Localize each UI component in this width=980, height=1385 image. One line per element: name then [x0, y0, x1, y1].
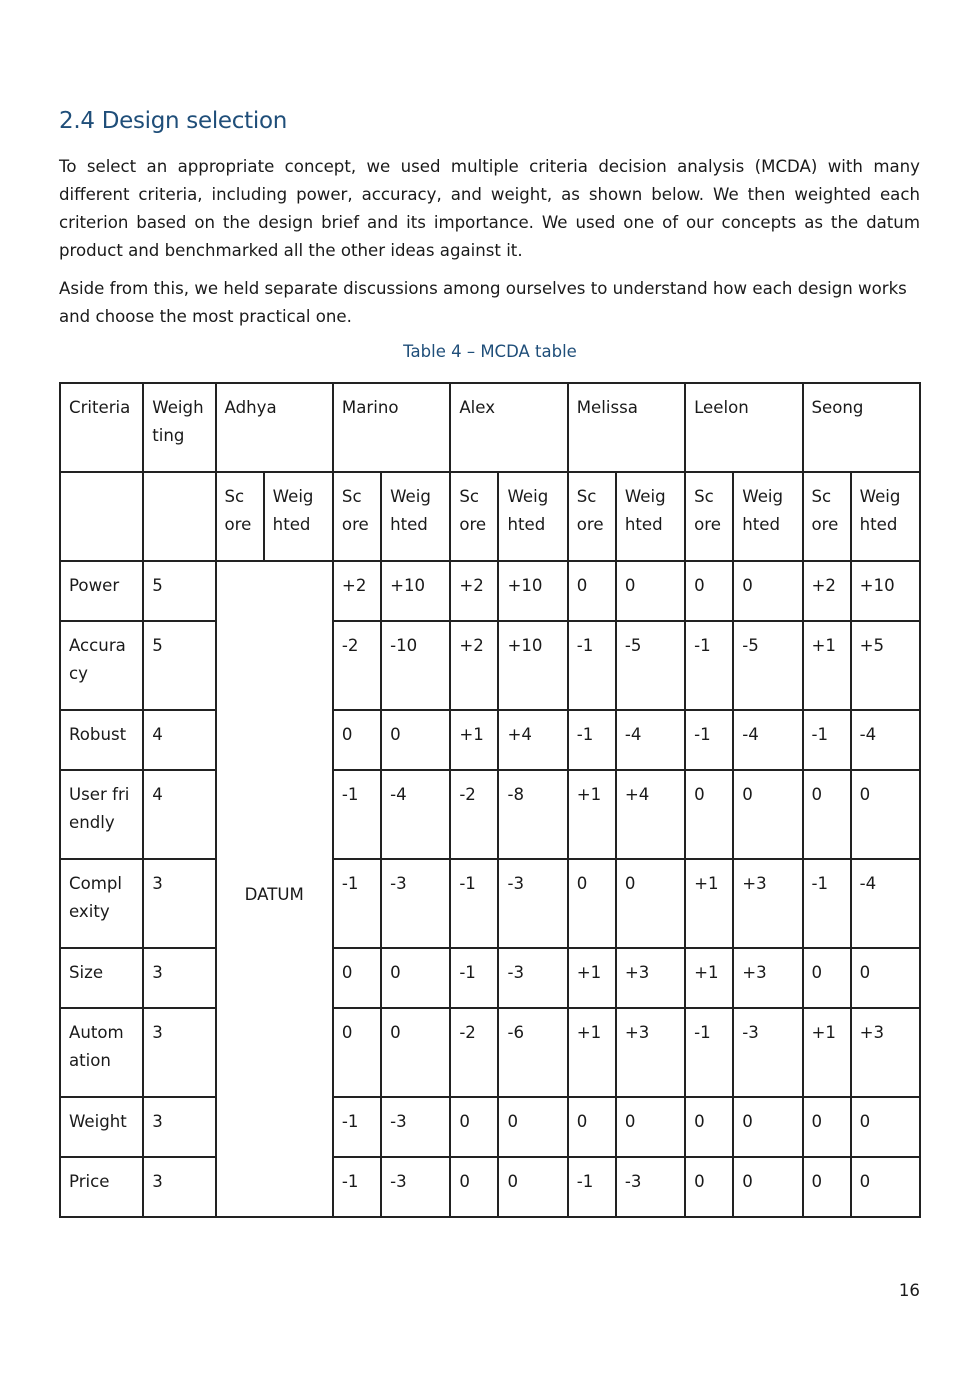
score-cell: -1 — [450, 859, 498, 948]
weighted-cell: -5 — [733, 621, 802, 710]
score-cell: 0 — [568, 1097, 616, 1157]
paragraph-mcda-intro: To select an appropriate concept, we used multiple criteria decision analysis (MCDA) with many different criteria, including power, accuracy, and weight, as shown below. We then weighted each criterion based on the design brief and its importance. We used one of our concepts as the datum product and benchmarked all the other ideas against it. — [59, 157, 920, 260]
score-cell: -1 — [450, 948, 498, 1008]
subheader-score: Sc ore — [450, 472, 498, 561]
table-header-row — [60, 383, 920, 472]
score-cell: -2 — [333, 621, 381, 710]
subheader-score: Sc ore — [803, 472, 851, 561]
weighted-cell: 0 — [733, 770, 802, 859]
subheader-empty — [60, 472, 143, 561]
weighted-cell: 0 — [498, 1097, 567, 1157]
datum-cell — [216, 561, 333, 1217]
weighted-cell: +3 — [733, 948, 802, 1008]
subheader-weighted: Weig hted — [381, 472, 450, 561]
weighted-cell: 0 — [851, 1097, 920, 1157]
score-cell: 0 — [685, 1157, 733, 1217]
weighting-cell: 4 — [143, 770, 215, 859]
score-cell: 0 — [803, 948, 851, 1008]
table-caption: Table 4 – MCDA table — [403, 342, 577, 361]
score-cell: +2 — [450, 561, 498, 621]
weighted-cell: +5 — [851, 621, 920, 710]
score-cell: 0 — [685, 561, 733, 621]
score-cell: +1 — [450, 710, 498, 770]
weighted-cell: 0 — [851, 1157, 920, 1217]
score-cell: 0 — [333, 710, 381, 770]
weighted-cell: -3 — [381, 1097, 450, 1157]
weighting-cell: 5 — [143, 621, 215, 710]
table-row — [60, 1097, 920, 1157]
score-cell: -1 — [333, 859, 381, 948]
criterion-cell: Compl exity — [60, 859, 143, 948]
score-cell: +1 — [685, 859, 733, 948]
weighted-cell: -10 — [381, 621, 450, 710]
table-row — [60, 621, 920, 710]
subheader-score: Sc ore — [568, 472, 616, 561]
score-cell: -2 — [450, 1008, 498, 1097]
weighted-cell: 0 — [381, 1008, 450, 1097]
weighted-cell: +3 — [616, 1008, 685, 1097]
score-cell: -2 — [450, 770, 498, 859]
weighted-cell: +4 — [498, 710, 567, 770]
score-cell: +1 — [568, 770, 616, 859]
weighted-cell: 0 — [381, 948, 450, 1008]
header-criteria: Criteria — [60, 383, 143, 472]
subheader-weighted: Weig hted — [498, 472, 567, 561]
header-concept: Leelon — [685, 383, 802, 472]
weighted-cell: -3 — [616, 1157, 685, 1217]
score-cell: 0 — [333, 948, 381, 1008]
weighted-cell: -4 — [733, 710, 802, 770]
weighted-cell: -4 — [851, 710, 920, 770]
weighted-cell: 0 — [851, 948, 920, 1008]
weighted-cell: 0 — [498, 1157, 567, 1217]
header-weighting: Weigh ting — [143, 383, 215, 472]
header-concept: Marino — [333, 383, 450, 472]
weighted-cell: 0 — [616, 859, 685, 948]
header-concept: Seong — [803, 383, 921, 472]
score-cell: -1 — [568, 710, 616, 770]
weighted-cell: -4 — [616, 710, 685, 770]
table-row — [60, 770, 920, 859]
header-concept: Melissa — [568, 383, 685, 472]
criterion-cell: Robust — [60, 710, 143, 770]
weighted-cell: 0 — [616, 1097, 685, 1157]
score-cell: -1 — [803, 859, 851, 948]
paragraph-discussions: Aside from this, we held separate discussions among ourselves to understand how each design works and choose the most practical one. — [59, 279, 907, 326]
score-cell: 0 — [450, 1097, 498, 1157]
criterion-cell: User friendly — [60, 770, 143, 859]
weighting-cell: 4 — [143, 710, 215, 770]
table-row — [60, 710, 920, 770]
weighted-cell: 0 — [616, 561, 685, 621]
weighted-cell: -3 — [733, 1008, 802, 1097]
score-cell: -1 — [685, 710, 733, 770]
weighting-cell: 5 — [143, 561, 215, 621]
score-cell: 0 — [333, 1008, 381, 1097]
score-cell: 0 — [803, 1157, 851, 1217]
subheader-weighted: Weig hted — [733, 472, 802, 561]
weighted-cell: -6 — [498, 1008, 567, 1097]
weighting-cell: 3 — [143, 859, 215, 948]
weighted-cell: +3 — [616, 948, 685, 1008]
subheader-score: Sc ore — [333, 472, 381, 561]
weighted-cell: -8 — [498, 770, 567, 859]
subheader-empty — [143, 472, 215, 561]
mcda-table — [59, 382, 921, 1218]
score-cell: +1 — [568, 1008, 616, 1097]
subheader-weighted: Weig hted — [616, 472, 685, 561]
weighted-cell: 0 — [733, 1157, 802, 1217]
weighted-cell: -4 — [851, 859, 920, 948]
criterion-cell: Size — [60, 948, 143, 1008]
weighting-cell: 3 — [143, 948, 215, 1008]
criterion-cell: Power — [60, 561, 143, 621]
score-cell: 0 — [450, 1157, 498, 1217]
score-cell: 0 — [685, 1097, 733, 1157]
weighted-cell: 0 — [733, 1097, 802, 1157]
weighted-cell: +4 — [616, 770, 685, 859]
score-cell: +2 — [450, 621, 498, 710]
score-cell: -1 — [568, 1157, 616, 1217]
score-cell: +1 — [685, 948, 733, 1008]
score-cell: 0 — [803, 770, 851, 859]
weighted-cell: +10 — [851, 561, 920, 621]
weighted-cell: -3 — [498, 948, 567, 1008]
table-row — [60, 561, 920, 621]
score-cell: -1 — [685, 1008, 733, 1097]
criterion-cell: Weight — [60, 1097, 143, 1157]
weighted-cell: +3 — [851, 1008, 920, 1097]
score-cell: 0 — [568, 561, 616, 621]
weighted-cell: 0 — [733, 561, 802, 621]
table-row — [60, 859, 920, 948]
score-cell: -1 — [803, 710, 851, 770]
weighted-cell: +10 — [381, 561, 450, 621]
score-cell: -1 — [333, 1157, 381, 1217]
score-cell: 0 — [685, 770, 733, 859]
score-cell: 0 — [568, 859, 616, 948]
weighted-cell: -3 — [498, 859, 567, 948]
weighted-cell: -4 — [381, 770, 450, 859]
section-heading: 2.4 Design selection — [59, 108, 287, 134]
table-row — [60, 948, 920, 1008]
subheader-weighted: Weig hted — [264, 472, 333, 561]
table-row — [60, 1157, 920, 1217]
page-number: 16 — [898, 1281, 920, 1300]
score-cell: +2 — [333, 561, 381, 621]
weighted-cell: 0 — [851, 770, 920, 859]
criterion-cell: Accura cy — [60, 621, 143, 710]
subheader-score: Sc ore — [216, 472, 264, 561]
weighted-cell: 0 — [381, 710, 450, 770]
table-body — [60, 561, 920, 1217]
table-subheader-row — [60, 472, 920, 561]
header-concept: Adhya — [216, 383, 333, 472]
criterion-cell: Autom ation — [60, 1008, 143, 1097]
score-cell: -1 — [333, 1097, 381, 1157]
weighting-cell: 3 — [143, 1097, 215, 1157]
score-cell: +1 — [803, 621, 851, 710]
subheader-score: Sc ore — [685, 472, 733, 561]
weighted-cell: +10 — [498, 621, 567, 710]
subheader-weighted: Weig hted — [851, 472, 920, 561]
score-cell: +1 — [568, 948, 616, 1008]
score-cell: -1 — [568, 621, 616, 710]
weighting-cell: 3 — [143, 1157, 215, 1217]
weighted-cell: -3 — [381, 859, 450, 948]
weighting-cell: 3 — [143, 1008, 215, 1097]
header-concept: Alex — [450, 383, 567, 472]
table-row — [60, 1008, 920, 1097]
score-cell: -1 — [685, 621, 733, 710]
score-cell: +1 — [803, 1008, 851, 1097]
weighted-cell: -3 — [381, 1157, 450, 1217]
criterion-cell: Price — [60, 1157, 143, 1217]
datum-label: DATUM — [244, 885, 304, 904]
score-cell: +2 — [803, 561, 851, 621]
weighted-cell: +10 — [498, 561, 567, 621]
score-cell: -1 — [333, 770, 381, 859]
score-cell: 0 — [803, 1097, 851, 1157]
weighted-cell: +3 — [733, 859, 802, 948]
weighted-cell: -5 — [616, 621, 685, 710]
